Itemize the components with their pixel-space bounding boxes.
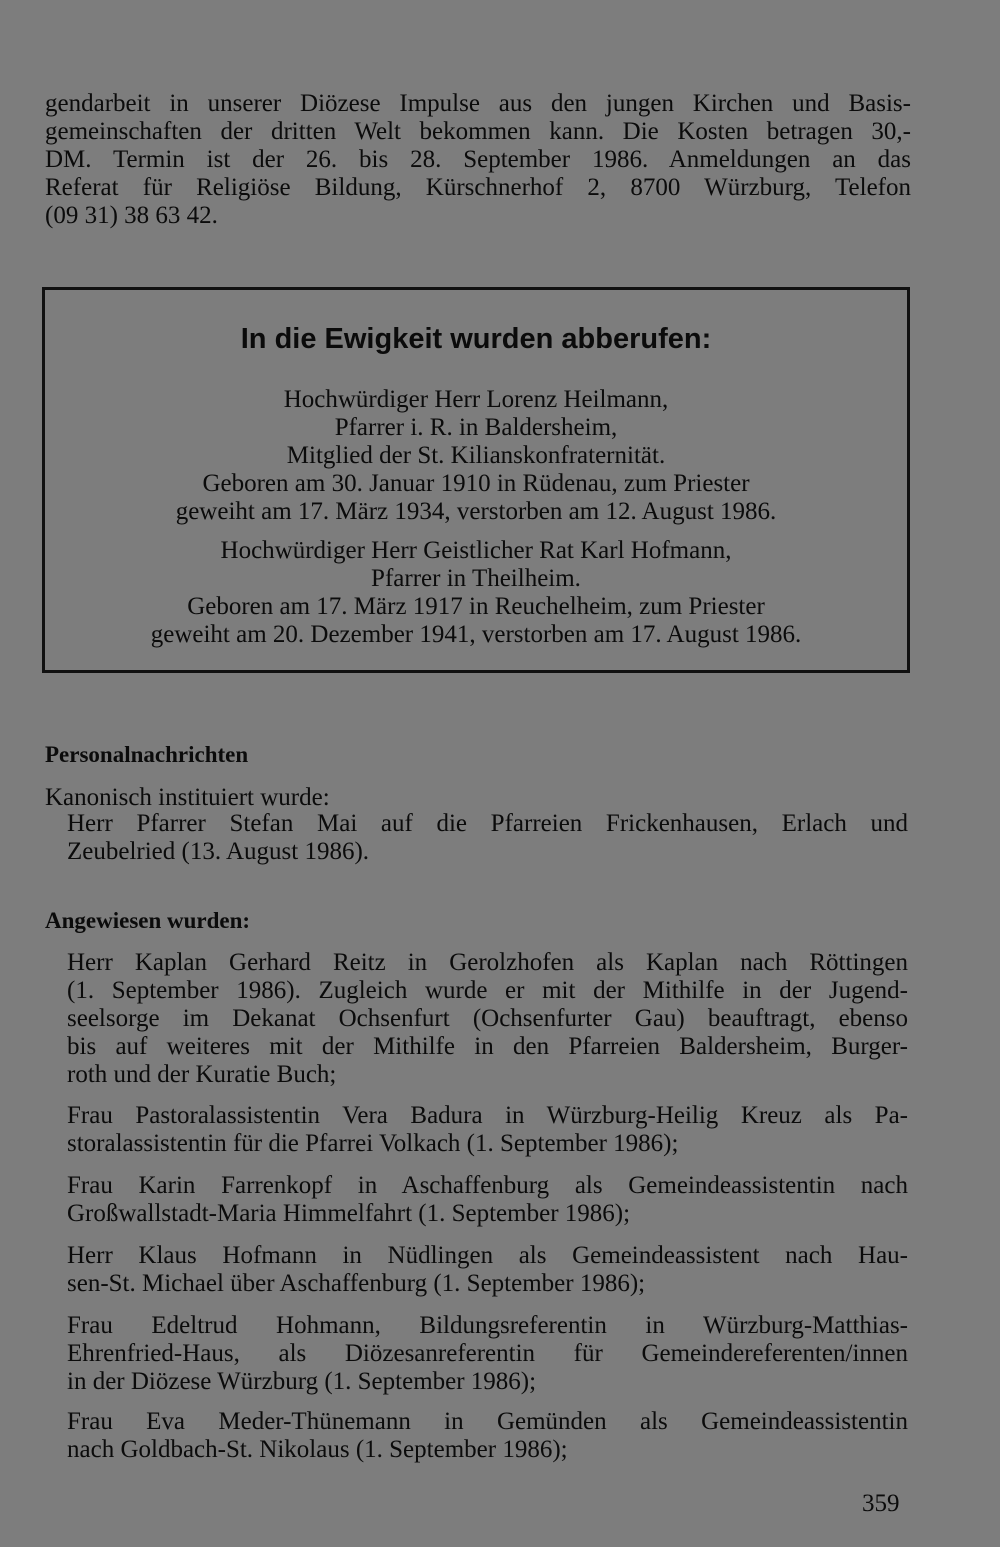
entry-line: Herr Pfarrer Stefan Mai auf die Pfarreien Frickenhausen, Erlach und [67, 810, 908, 837]
intro-line: gemeinschaften der dritten Welt bekommen kann. Die Kosten betragen 30,- [45, 118, 911, 145]
entry-line: in der Diözese Würzburg (1. September 1986); [67, 1368, 537, 1395]
obituary-line: geweiht am 20. Dezember 1941, verstorben am 17. August 1986. [150, 621, 802, 648]
obituary-line: Geboren am 30. Januar 1910 in Rüdenau, zum Priester [202, 470, 750, 497]
entry-line: roth und der Kuratie Buch; [67, 1061, 337, 1088]
obituary-line: geweiht am 17. März 1934, verstorben am 12. August 1986. [175, 498, 777, 525]
intro-paragraph [45, 90, 911, 230]
entry-line: bis auf weiteres mit der Mithilfe in den Pfarreien Baldersheim, Burger- [67, 1033, 908, 1060]
entry-line: seelsorge im Dekanat Ochsenfurt (Ochsenfurter Gau) beauftragt, ebenso [67, 1005, 908, 1032]
assigned-entry [67, 1172, 908, 1228]
entry-line: Herr Klaus Hofmann in Nüdlingen als Gemeindeassistent nach Hau- [67, 1242, 908, 1269]
section-heading-assigned: Angewiesen wurden: [45, 908, 251, 933]
intro-line: gendarbeit in unserer Diözese Impulse aus den jungen Kirchen und Basis- [45, 90, 911, 117]
obituary-line: Hochwürdiger Herr Lorenz Heilmann, [283, 386, 669, 413]
obituary-title: In die Ewigkeit wurden abberufen: [240, 323, 712, 355]
entry-line: Frau Karin Farrenkopf in Aschaffenburg als Gemeindeassistentin nach [67, 1172, 908, 1199]
entry-line: nach Goldbach-St. Nikolaus (1. September 1986); [67, 1436, 568, 1463]
subheading-text: Kanonisch instituiert wurde: [45, 784, 330, 811]
entry-line: Zeubelried (13. August 1986). [67, 838, 370, 865]
assigned-entry [67, 1242, 908, 1298]
obituary-box [42, 287, 910, 673]
entry-line: (1. September 1986). Zugleich wurde er mit der Mithilfe in der Jugend- [67, 977, 908, 1004]
entry-line: Herr Kaplan Gerhard Reitz in Gerolzhofen als Kaplan nach Röttingen [67, 949, 908, 976]
assigned-entry [67, 949, 908, 1089]
page-number: 359 [862, 1490, 900, 1517]
obituary-line: Pfarrer i. R. in Baldersheim, [334, 414, 618, 441]
obituary-line: Geboren am 17. März 1917 in Reuchelheim, zum Priester [187, 593, 765, 620]
intro-line: Referat für Religiöse Bildung, Kürschnerhof 2, 8700 Würzburg, Telefon [45, 174, 911, 201]
personal-entry [67, 810, 908, 866]
obituary-line: Pfarrer in Theilheim. [371, 565, 581, 592]
section-heading-personal: Personalnachrichten [45, 742, 249, 767]
intro-line: (09 31) 38 63 42. [45, 202, 218, 229]
assigned-entry [67, 1102, 908, 1158]
assigned-entry [67, 1408, 908, 1464]
entry-line: Großwallstadt-Maria Himmelfahrt (1. September 1986); [67, 1200, 631, 1227]
entry-line: sen-St. Michael über Aschaffenburg (1. September 1986); [67, 1270, 646, 1297]
entry-line: Frau Edeltrud Hohmann, Bildungsreferentin in Würzburg-Matthias- [67, 1312, 908, 1339]
entry-line: Frau Eva Meder-Thünemann in Gemünden als Gemeindeassistentin [67, 1408, 908, 1435]
intro-line: DM. Termin ist der 26. bis 28. September 1986. Anmeldungen an das [45, 146, 911, 173]
entry-line: Frau Pastoralassistentin Vera Badura in Würzburg-Heilig Kreuz als Pa- [67, 1102, 908, 1129]
entry-line: storalassistentin für die Pfarrei Volkach (1. September 1986); [67, 1130, 679, 1157]
assigned-entry [67, 1312, 908, 1396]
entry-line: Ehrenfried-Haus, als Diözesanreferentin für Gemeindereferenten/innen [67, 1340, 908, 1367]
personal-subheading [45, 784, 911, 812]
obituary-line: Hochwürdiger Herr Geistlicher Rat Karl Hofmann, [220, 537, 732, 564]
obituary-line: Mitglied der St. Kilianskonfraternität. [286, 442, 666, 469]
